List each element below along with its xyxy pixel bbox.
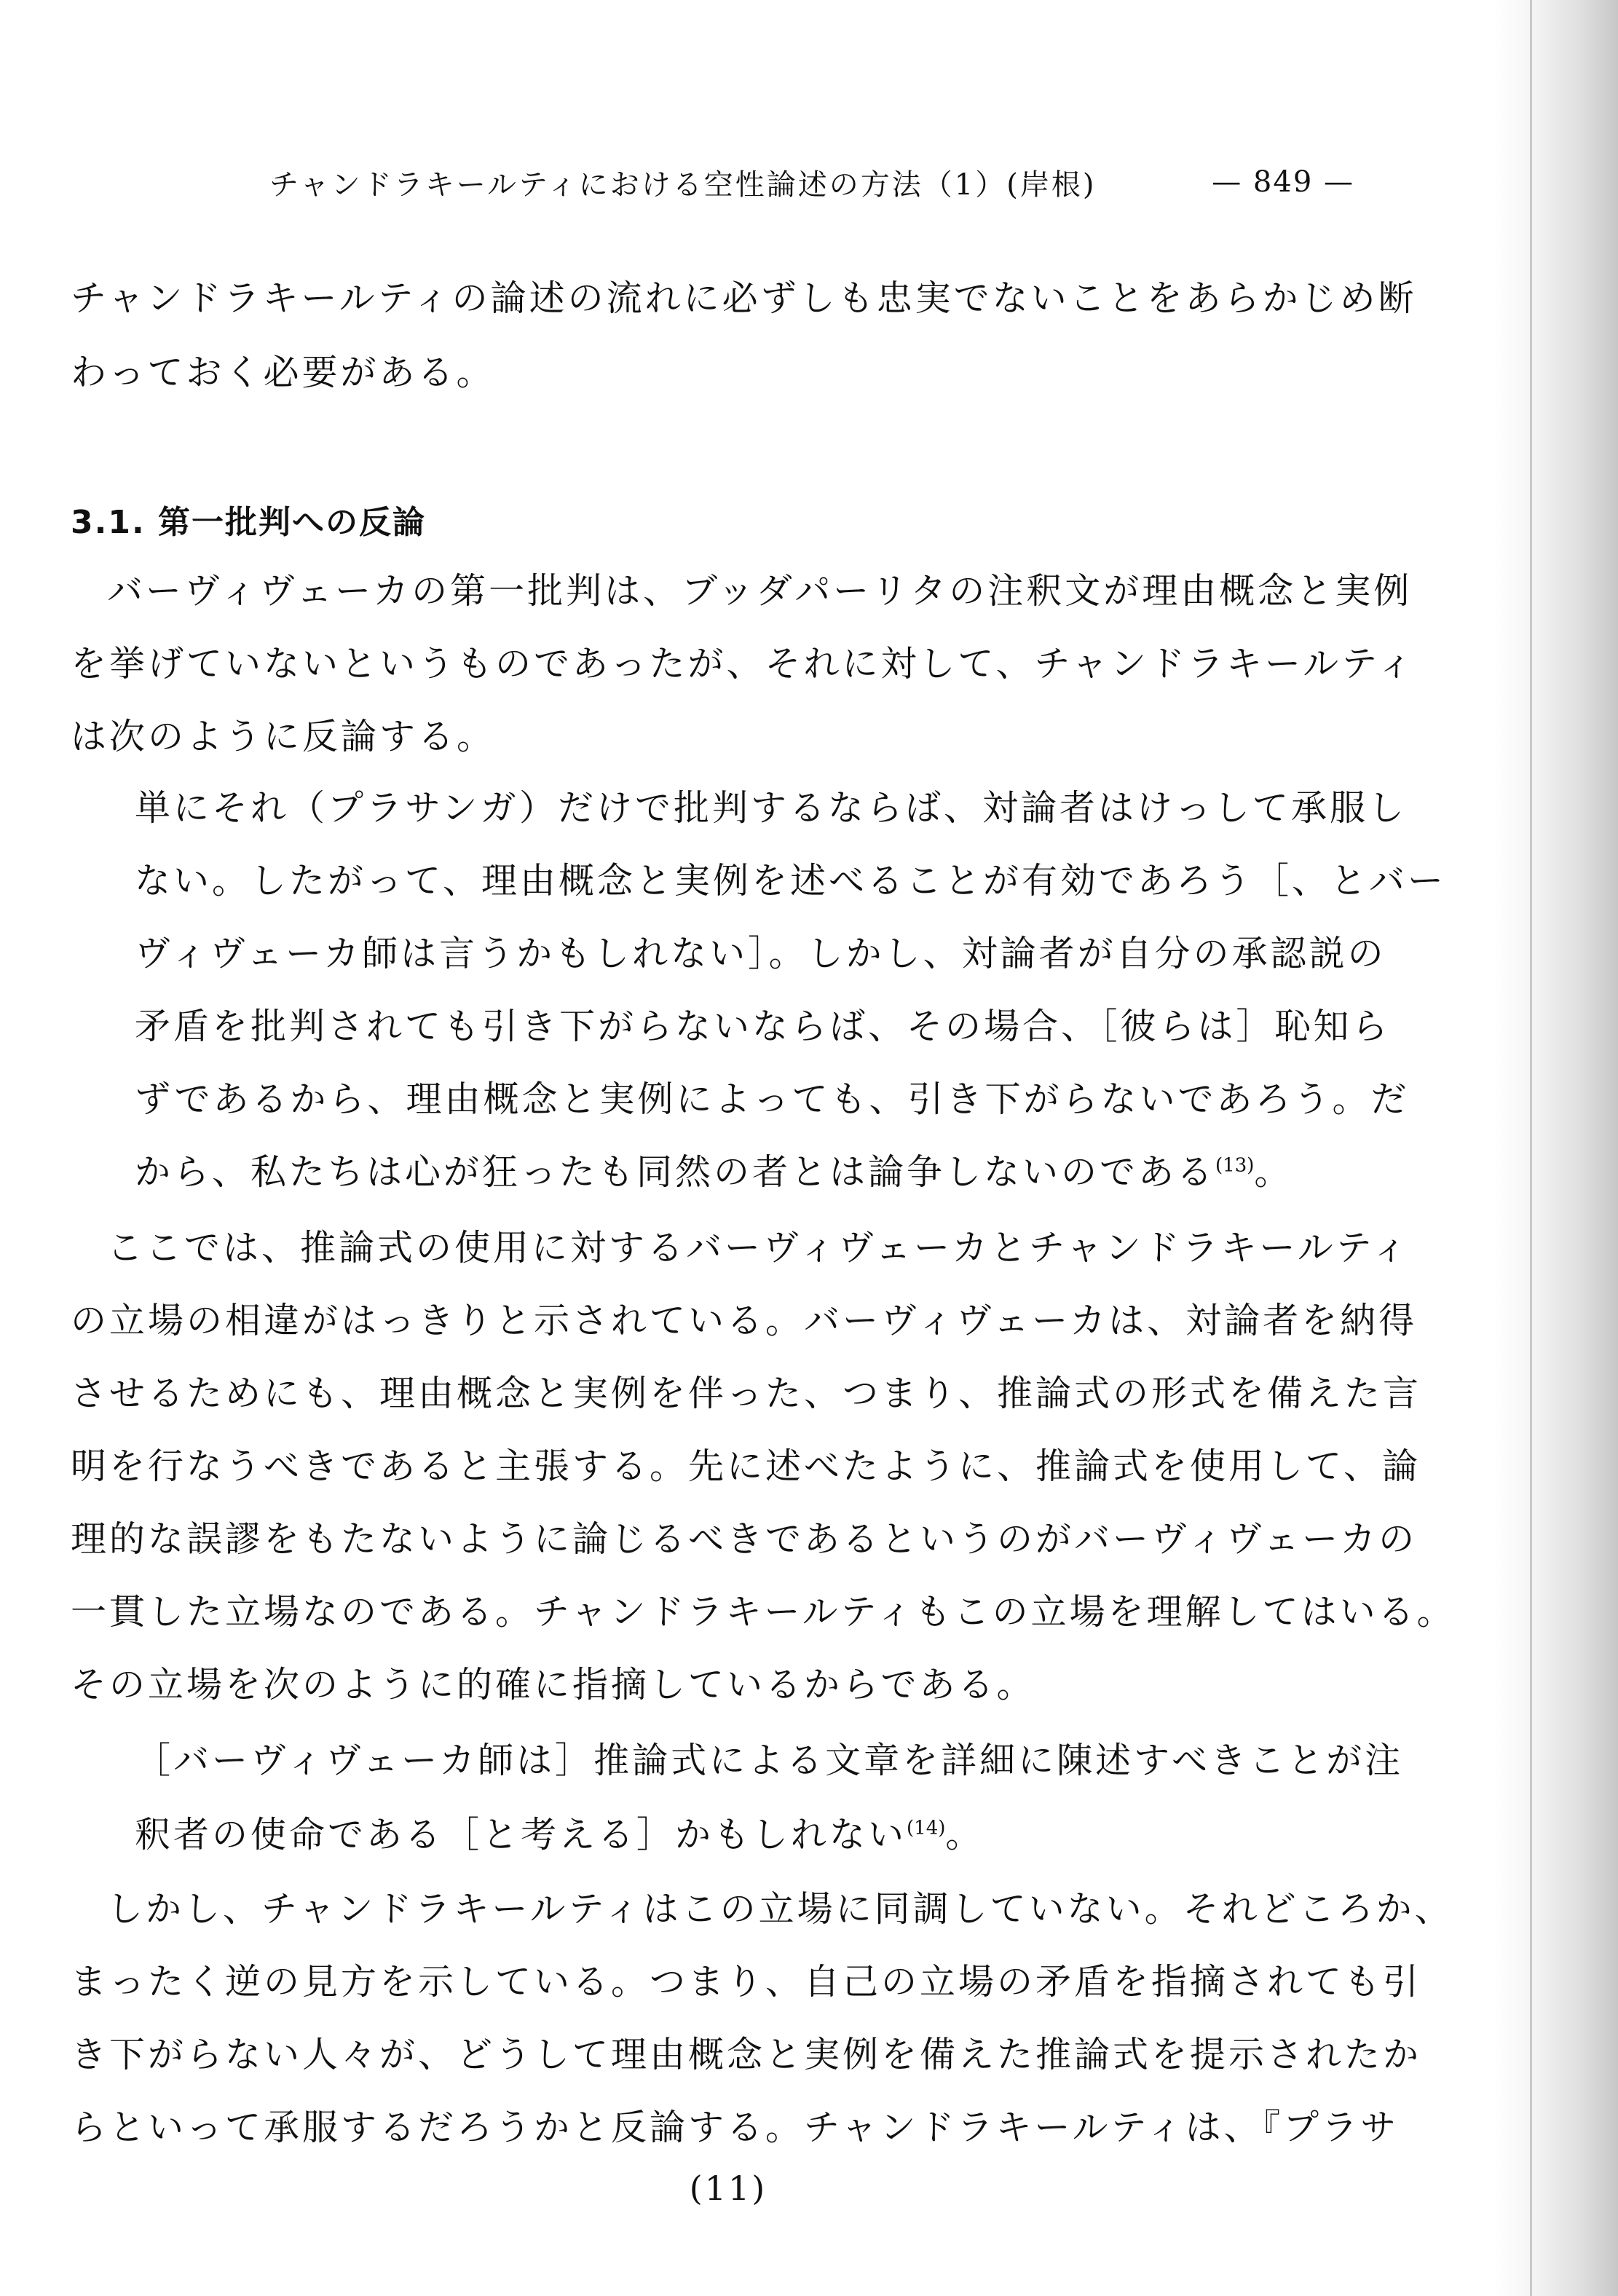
body-line: を挙げていないというものであったが、それに対して、チャンドラキールティ: [71, 643, 1416, 685]
quote-end: 。: [1254, 1151, 1293, 1193]
quote-line-last: [135, 1799, 1338, 1871]
body-line: 理的な誤謬をもたないように論じるべきであるというのがバーヴィヴェーカの: [71, 1518, 1418, 1560]
scan-edge-line: [1530, 0, 1532, 2296]
quote-line-last: [135, 1136, 1338, 1209]
footnote-ref: (14): [907, 1817, 946, 1839]
running-header: [269, 157, 1354, 208]
quote-line: 単にそれ（プラサンガ）だけで批判するならば、対論者はけっして承服し: [135, 787, 1408, 829]
header-page-number: — 849 —: [1212, 165, 1354, 199]
quote-line: ヴィヴェーカ師は言うかもしれない］。しかし、対論者が自分の承認説の: [135, 933, 1386, 974]
body-line: させるためにも、理由概念と実例を伴った、つまり、推論式の形式を備えた言: [71, 1373, 1422, 1414]
running-title: チャンドラキールティにおける空性論述の方法（1）(岸根): [269, 167, 1097, 202]
body-line: その立場を次のように的確に指摘しているからである。: [71, 1664, 1035, 1705]
body-line: しかし、チャンドラキールティはこの立場に同調していない。それどころか、: [107, 1888, 1453, 1930]
body-line: ここでは、推論式の使用に対するバーヴィヴェーカとチャンドラキールティ: [107, 1227, 1410, 1269]
body-line: わっておく必要がある。: [71, 352, 495, 393]
body-line: き下がらない人々が、どうして理由概念と実例を備えた推論式を提示されたか: [71, 2034, 1422, 2075]
body-line: まったく逆の見方を示している。つまり、自己の立場の矛盾を指摘されても引: [71, 1961, 1422, 2003]
section-heading: 3.1. 第一批判への反論: [71, 504, 426, 541]
quote-line: ない。したがって、理由概念と実例を述べることが有効であろう［、とバー: [135, 860, 1447, 902]
quote-end: 。: [945, 1814, 984, 1855]
body-line: の立場の相違がはっきりと示されている。バーヴィヴェーカは、対論者を納得: [71, 1300, 1418, 1341]
body-line: チャンドラキールティの論述の流れに必ずしも忠実でないことをあらかじめ断: [71, 277, 1417, 319]
quote-line: ［バーヴィヴェーカ師は］推論式による文章を詳細に陳述すべきことが注: [135, 1740, 1404, 1781]
body-line: 一貫した立場なのである。チャンドラキールティもこの立場を理解してはいる。: [71, 1591, 1456, 1633]
body-line: は次のように反論する。: [71, 716, 496, 757]
body-line: 明を行なうべきであると主張する。先に述べたように、推論式を使用して、論: [71, 1445, 1421, 1487]
body-line: バーヴィヴェーカの第一批判は、ブッダパーリタの注釈文が理由概念と実例: [107, 570, 1413, 612]
quote-text: 釈者の使命である［と考える］かもしれない: [135, 1814, 907, 1855]
quote-line: 矛盾を批判されても引き下がらないならば、その場合、［彼らは］恥知ら: [135, 1006, 1391, 1047]
quote-text: から、私たちは心が狂ったも同然の者とは論争しないのである: [135, 1151, 1216, 1193]
quote-line: ずであるから、理由概念と実例によっても、引き下がらないであろう。だ: [135, 1078, 1410, 1120]
body-line: らといって承服するだろうかと反論する。チャンドラキールティは、『プラサ: [71, 2107, 1400, 2148]
footnote-ref: (13): [1215, 1154, 1255, 1177]
footer-page-number: (11): [689, 2169, 767, 2208]
scan-shadow-edge: [1494, 0, 1618, 2296]
